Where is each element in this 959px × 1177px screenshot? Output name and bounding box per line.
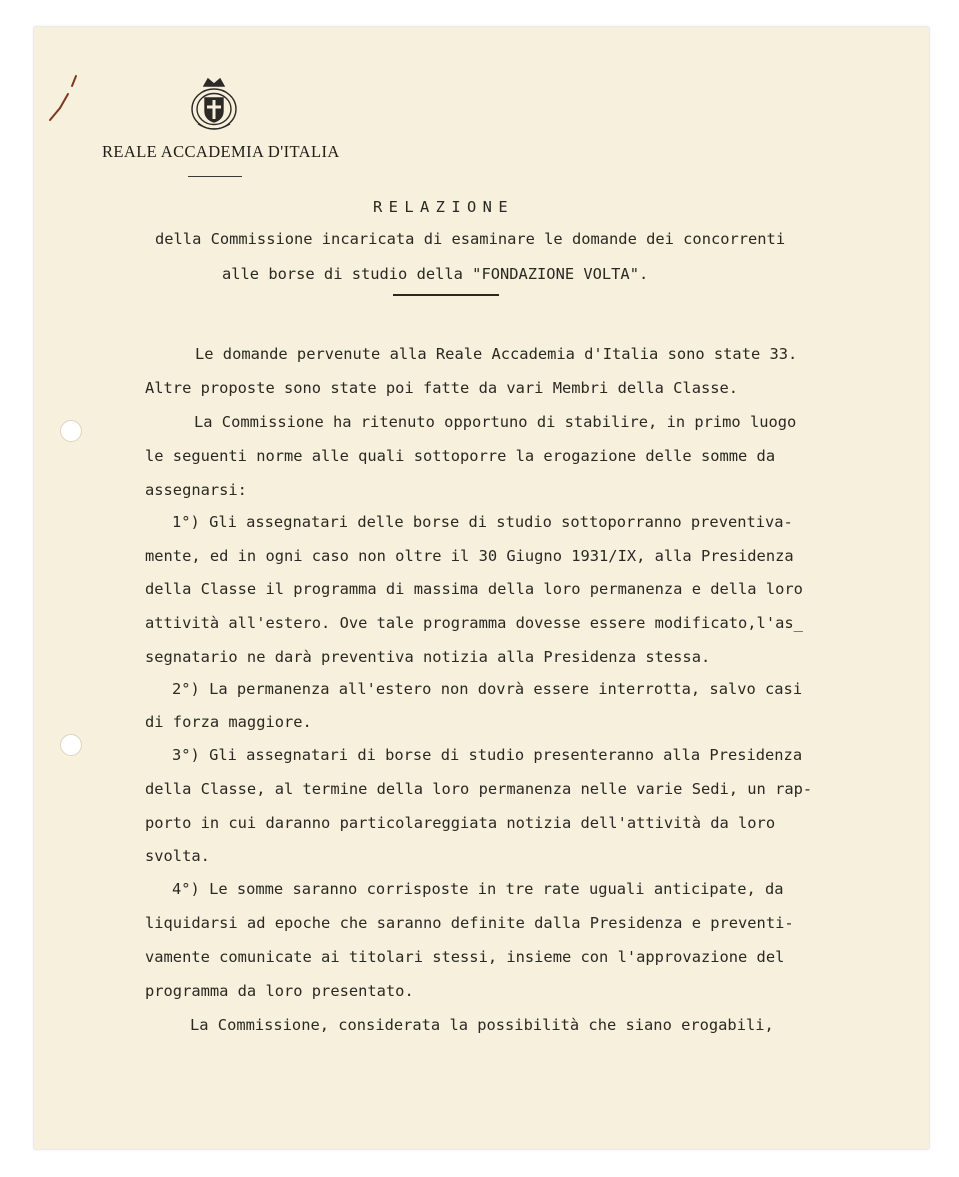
- body-line: le seguenti norme alle quali sottoporre la erogazione delle somme da: [145, 447, 776, 465]
- body-line: di forza maggiore.: [145, 713, 312, 731]
- punch-hole-bottom: [60, 734, 82, 756]
- punch-hole-top: [60, 420, 82, 442]
- letterhead-name: REALE ACCADEMIA D'ITALIA: [102, 142, 340, 161]
- body-line: mente, ed in ogni caso non oltre il 30 Giugno 1931/IX, alla Presidenza: [145, 547, 794, 565]
- document-title: RELAZIONE: [373, 198, 514, 216]
- body-line: La Commissione, considerata la possibilità che siano erogabili,: [190, 1016, 774, 1034]
- body-line: svolta.: [145, 847, 210, 865]
- body-line: 4°) Le somme saranno corrisposte in tre rate uguali anticipate, da: [172, 880, 784, 898]
- body-line: liquidarsi ad epoche che saranno definite dalla Presidenza e preventi-: [145, 914, 794, 932]
- body-line: della Classe, al termine della loro permanenza nelle varie Sedi, un rap-: [145, 780, 813, 798]
- body-line: 2°) La permanenza all'estero non dovrà essere interrotta, salvo casi: [172, 680, 803, 698]
- body-line: attività all'estero. Ove tale programma dovesse essere modificato,l'as_: [145, 614, 803, 632]
- body-line: 1°) Gli assegnatari delle borse di studio sottoporranno preventiva-: [172, 513, 793, 531]
- crowned-savoy-cross-emblem-icon: [188, 76, 240, 132]
- body-line: della Classe il programma di massima della loro permanenza e della loro: [145, 580, 803, 598]
- letterhead-divider: [188, 176, 242, 177]
- body-line: La Commissione ha ritenuto opportuno di stabilire, in primo luogo: [194, 413, 797, 431]
- body-line: Altre proposte sono state poi fatte da vari Membri della Classe.: [145, 379, 739, 397]
- body-line: vamente comunicate ai titolari stessi, insieme con l'approvazione del: [145, 948, 785, 966]
- margin-pencil-mark: [46, 72, 80, 124]
- subtitle-line: alle borse di studio della "FONDAZIONE VOLTA".: [222, 265, 649, 283]
- body-line: programma da loro presentato.: [145, 982, 414, 1000]
- subtitle-line: della Commissione incaricata di esaminare le domande dei concorrenti: [155, 230, 786, 248]
- body-line: Le domande pervenute alla Reale Accademia d'Italia sono state 33.: [195, 345, 798, 363]
- body-line: 3°) Gli assegnatari di borse di studio presenteranno alla Presidenza: [172, 746, 803, 764]
- title-underline: [393, 294, 499, 296]
- body-line: porto in cui daranno particolareggiata notizia dell'attività da loro: [145, 814, 776, 832]
- body-line: segnatario ne darà preventiva notizia alla Presidenza stessa.: [145, 648, 711, 666]
- body-line: assegnarsi:: [145, 481, 247, 499]
